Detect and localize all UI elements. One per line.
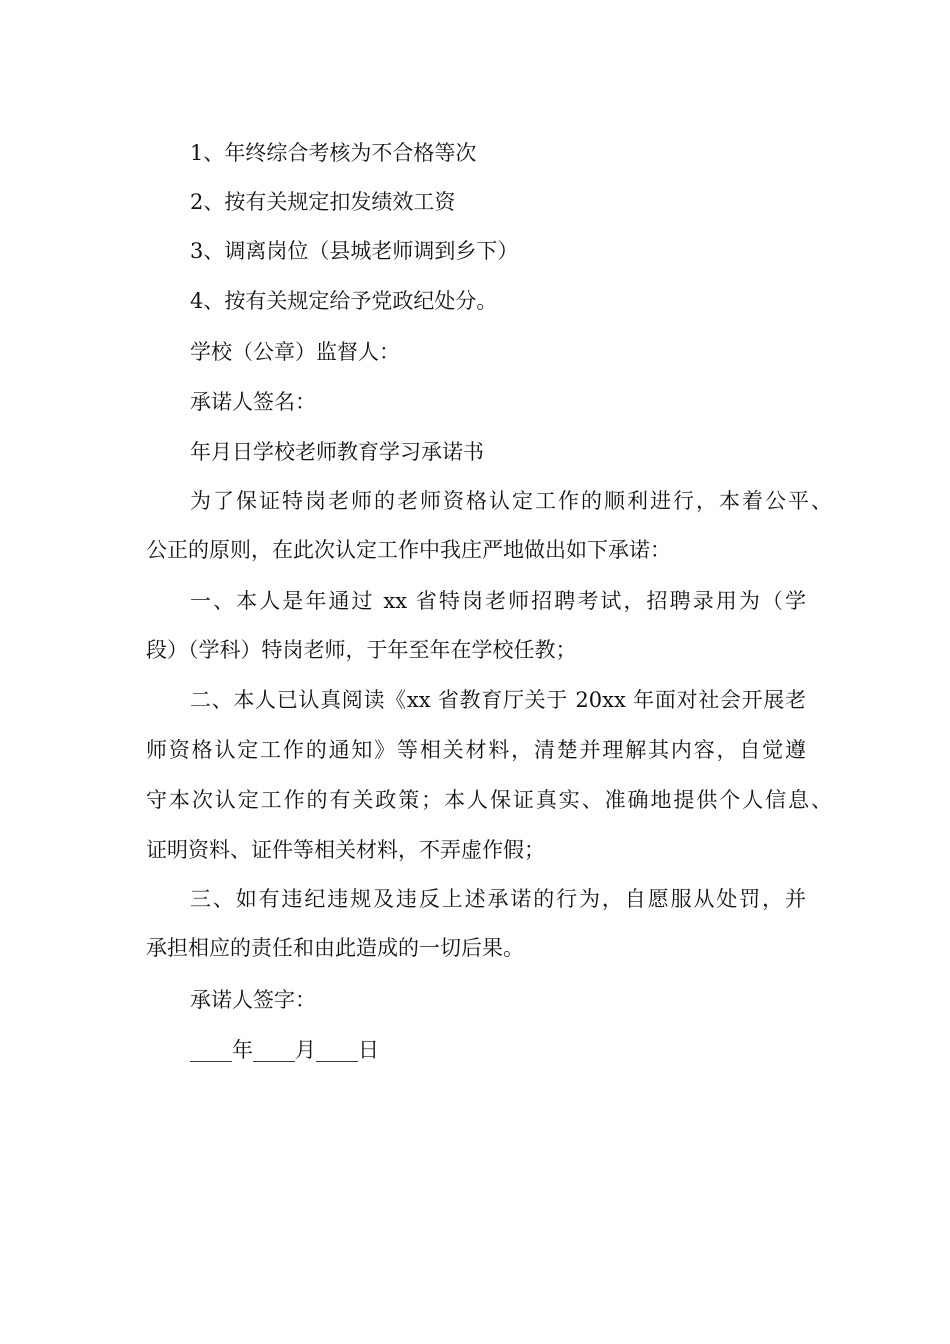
intro-paragraph-line: 公正的原则，在此次认定工作中我庄严地做出如下承诺：	[146, 538, 671, 562]
point-one-line: 一、本人是年通过 xx 省特岗老师招聘考试，招聘录用为（学	[190, 589, 806, 613]
promisor-signature-line: 承诺人签名：	[190, 390, 316, 414]
penalty-item-2: 2、按有关规定扣发绩效工资	[190, 190, 456, 214]
intro-paragraph-line: 为了保证特岗老师的老师资格认定工作的顺利进行，本着公平、	[190, 489, 832, 513]
point-three-line: 三、如有违纪违规及违反上述承诺的行为，自愿服从处罚，并	[190, 887, 806, 911]
point-three-line: 承担相应的责任和由此造成的一切后果。	[146, 936, 524, 960]
promisor-sign-line: 承诺人签字：	[190, 988, 316, 1012]
date-and-title-line: 年月日学校老师教育学习承诺书	[190, 440, 484, 464]
penalty-item-4: 4、按有关规定给予党政纪处分。	[190, 289, 498, 313]
penalty-item-1: 1、年终综合考核为不合格等次	[190, 141, 477, 165]
point-two-line: 二、本人已认真阅读《xx 省教育厅关于 20xx 年面对社会开展老	[190, 688, 806, 712]
point-one-line: 段）（学科）特岗老师，于年至年在学校任教；	[146, 638, 577, 662]
penalty-item-3: 3、调离岗位（县城老师调到乡下）	[190, 239, 519, 263]
school-seal-supervisor-line: 学校（公章）监督人：	[190, 340, 400, 364]
point-two-line: 证明资料、证件等相关材料，不弄虚作假；	[146, 838, 545, 862]
point-two-line: 守本次认定工作的有关政策；本人保证真实、准确地提供个人信息、	[146, 788, 832, 812]
point-two-line: 师资格认定工作的通知》等相关材料，清楚并理解其内容，自觉遵	[146, 738, 806, 762]
date-fill-line: ____年____月____日	[190, 1038, 379, 1062]
